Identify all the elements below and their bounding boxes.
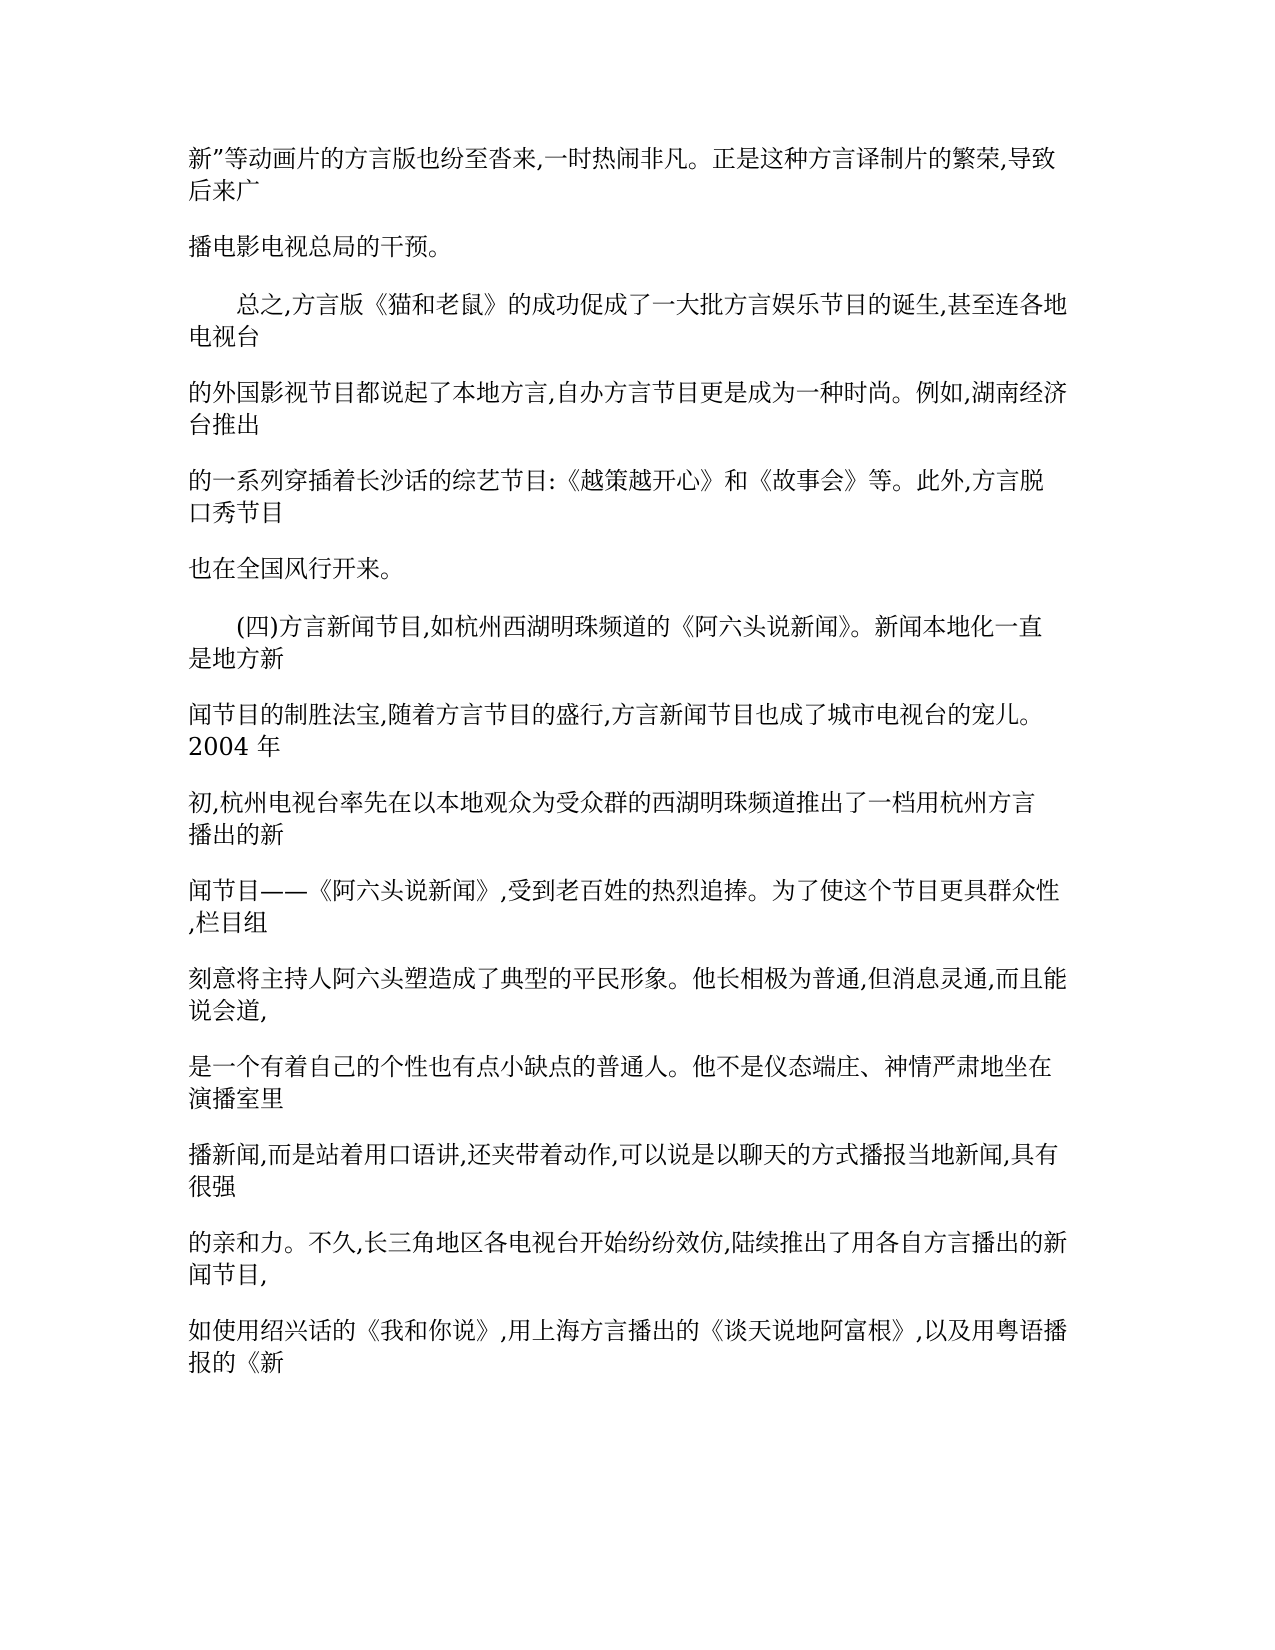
text-line: 新”等动画片的方言版也纷至沓来,一时热闹非凡。正是这种方言译制片的繁荣,导致 bbox=[188, 145, 1056, 173]
paragraph-8 bbox=[188, 699, 1098, 763]
paragraph-6 bbox=[188, 553, 1098, 585]
text-line: 闻节目的制胜法宝,随着方言节目的盛行,方言新闻节目也成了城市电视台的宠儿。 bbox=[188, 701, 1044, 729]
text-line: 口秀节目 bbox=[188, 499, 284, 527]
paragraph-2 bbox=[188, 231, 1098, 263]
text-line: 初,杭州电视台率先在以本地观众为受众群的西湖明珠频道推出了一档用杭州方言 bbox=[188, 789, 1036, 817]
paragraph-14 bbox=[188, 1227, 1098, 1291]
text-line bbox=[188, 289, 1098, 321]
text-line: 播电影电视总局的干预。 bbox=[188, 233, 452, 261]
text-line: 报的《新 bbox=[188, 1349, 284, 1377]
text-line: 电视台 bbox=[188, 323, 260, 351]
text-line: 的亲和力。不久,长三角地区各电视台开始纷纷效仿,陆续推出了用各自方言播出的新 bbox=[188, 1229, 1068, 1257]
paragraph-3 bbox=[188, 289, 1098, 353]
text-line: 闻节目——《阿六头说新闻》,受到老百姓的热烈追捧。为了使这个节目更具群众性 bbox=[188, 877, 1060, 905]
text-line: ,栏目组 bbox=[188, 909, 268, 937]
text-line: 播出的新 bbox=[188, 821, 284, 849]
text-line: 如使用绍兴话的《我和你说》,用上海方言播出的《谈天说地阿富根》,以及用粤语播 bbox=[188, 1317, 1068, 1345]
text-line: 的外国影视节目都说起了本地方言,自办方言节目更是成为一种时尚。例如,湖南经济 bbox=[188, 379, 1068, 407]
text-line: 说会道, bbox=[188, 997, 268, 1025]
text-line: 闻节目, bbox=[188, 1261, 268, 1289]
text-line: 播新闻,而是站着用口语讲,还夹带着动作,可以说是以聊天的方式播报当地新闻,具有 bbox=[188, 1141, 1059, 1169]
paragraph-1 bbox=[188, 143, 1098, 207]
paragraph-13 bbox=[188, 1139, 1098, 1203]
paragraph-9 bbox=[188, 787, 1098, 851]
text-line: 是地方新 bbox=[188, 645, 284, 673]
paragraph-12 bbox=[188, 1051, 1098, 1115]
text-line: 很强 bbox=[188, 1173, 236, 1201]
text-line: 的一系列穿插着长沙话的综艺节目:《越策越开心》和《故事会》等。此外,方言脱 bbox=[188, 467, 1044, 495]
paragraph-7 bbox=[188, 611, 1098, 675]
text-line: 台推出 bbox=[188, 411, 260, 439]
paragraph-11 bbox=[188, 963, 1098, 1027]
text-line-content: 总之,方言版《猫和老鼠》的成功促成了一大批方言娱乐节目的诞生,甚至连各地 bbox=[236, 291, 1068, 319]
text-line: 是一个有着自己的个性也有点小缺点的普通人。他不是仪态端庄、神情严肃地坐在 bbox=[188, 1053, 1052, 1081]
paragraph-15 bbox=[188, 1315, 1098, 1379]
text-line-content: (四)方言新闻节目,如杭州西湖明珠频道的《阿六头说新闻》。新闻本地化一直 bbox=[236, 613, 1043, 641]
text-line: 也在全国风行开来。 bbox=[188, 555, 404, 583]
text-line: 2004 年 bbox=[188, 733, 281, 761]
text-line: 刻意将主持人阿六头塑造成了典型的平民形象。他长相极为普通,但消息灵通,而且能 bbox=[188, 965, 1068, 993]
paragraph-4 bbox=[188, 377, 1098, 441]
text-line: 演播室里 bbox=[188, 1085, 284, 1113]
text-line bbox=[188, 611, 1098, 643]
text-line: 后来广 bbox=[188, 177, 260, 205]
paragraph-10 bbox=[188, 875, 1098, 939]
paragraph-5 bbox=[188, 465, 1098, 529]
